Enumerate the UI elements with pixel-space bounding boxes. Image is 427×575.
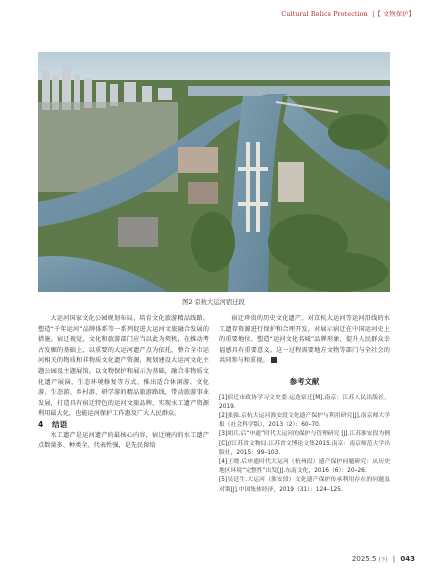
left-paragraph-2: 水工遗产是运河遗产的最核心内容，宿迁境内的水工遗产点数量多、种类全、代表性强，是先民留给 [38, 431, 209, 450]
reference-item: [4]王晓.后申遗时代大运河（杭州段）遗产保护问题研究：从历史地区环境“完整性”出发[J].东南文化，2016（6）：20–26. [219, 458, 390, 475]
section-title: 结语 [52, 419, 68, 429]
canal-aerial-photo [38, 52, 390, 292]
header-bracket: 】 [408, 11, 415, 18]
header-section-cn: 文物保护 [383, 11, 409, 18]
references-list [219, 394, 390, 495]
reference-item: [5]吴廷生.大运河（淮安段）文化遗产保护传承利用存在的问题及对策[J].中国集体经济，2019（31）：124–125. [219, 477, 390, 493]
figure-caption: 图2 京杭大运河宿迁段 [182, 299, 245, 306]
footer-divider: | [392, 555, 396, 563]
right-paragraph-1-text: 宿迁珍贵的历史文化遗产。对京杭大运河等运河沿线的水工遗存资源进行保护和合理开发，对展示宿迁在中国运河史上的重要地位、塑造“运河文化名城”品牌形象、提升人民群众幸福感具有重要意义。这一过程需要地方文物等部门与全社会的共同参与和重视。 [219, 315, 390, 365]
reference-item: [3]胡兵.后“申遗”时代大运河的保护与管理研究 [J].江苏淮安段为例[C]//江苏省文物局.江苏省文博论文集2015.南京：南京师范大学出版社，2015：99–103. [219, 431, 390, 456]
references-title: 参考文献 [289, 376, 320, 386]
issue-sub: (下) [378, 557, 388, 563]
section-number: 4 [38, 419, 44, 429]
right-paragraph-1 [219, 314, 390, 367]
left-paragraph-1: 大运河国家文化公园规划布局、培育文化旅游精品线路、塑造“千年运河”品牌体系等一系列促进大运河文旅融合发展的措施。宿迁视觉、文化和旅游部门应当以此为契机，在推动考古发掘的基础上，以重要的大运河遗产点为依托，整合全市运河相关的物质和非物质文化遗产资源，规划建设大运河文化主题公园及主题展馆，以文物保护和展示为基础，融合非物质文化遗产展演、生态环境修复等方式，推出适合休闲游、文化游、生态游、乡村游、研学游的精品旅游路线，带动旅游事业发展，打造具有宿迁特色的运河文旅品牌，实现水工遗产资源利用最大化，也能运河保护工作惠及广大人民群众。 [38, 315, 209, 418]
right-column [219, 314, 390, 495]
reference-item: [2]张强.京杭大运河淮安段文化遗产保护与利用研究[J].南京师大学报（社会科学版），2013（2）：60–70. [219, 412, 390, 429]
section-heading [38, 420, 209, 431]
header-section-en: Cultural Relics Protection [281, 11, 368, 18]
left-column [38, 314, 209, 452]
issue-date: 2025.5 [351, 555, 377, 563]
canal-aerial-illustration [38, 52, 390, 292]
page-number: 043 [400, 555, 415, 563]
reference-item: [1]宿迁市政协学习文史委.运迭宿迁[M].南京：江苏人民出版社，2019. [219, 394, 390, 410]
page-footer [352, 555, 415, 563]
running-header [281, 9, 415, 18]
header-divider: |【 [370, 11, 384, 18]
article-end-mark [271, 357, 277, 363]
distant-water [188, 86, 390, 96]
